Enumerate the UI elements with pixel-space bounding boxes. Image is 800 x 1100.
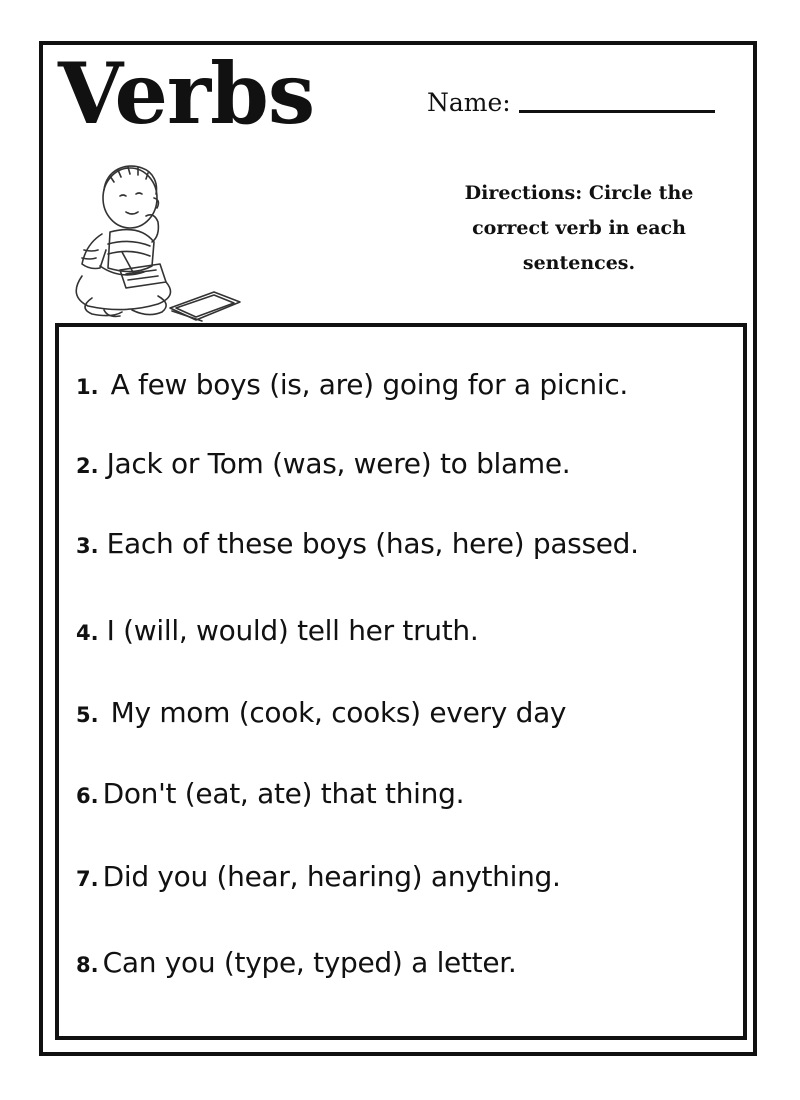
- question-text[interactable]: Can you (type, typed) a letter.: [102, 946, 517, 979]
- directions-line: correct verb in each: [472, 217, 686, 239]
- question-item: [76, 447, 570, 480]
- child-writing-illustration-icon: [62, 158, 262, 326]
- question-text[interactable]: Did you (hear, hearing) anything.: [102, 860, 561, 893]
- question-number: 2.: [76, 454, 99, 478]
- question-text[interactable]: Jack or Tom (was, were) to blame.: [106, 447, 571, 480]
- question-item: [76, 614, 478, 647]
- directions-line: Directions: Circle the: [464, 182, 694, 204]
- question-item: [76, 946, 517, 979]
- question-number: 5.: [76, 703, 99, 727]
- directions-text: [445, 176, 713, 281]
- question-item: [76, 696, 566, 729]
- question-number: 7.: [76, 867, 99, 891]
- name-label: Name:: [427, 88, 511, 117]
- question-item: [76, 860, 561, 893]
- question-number: 6.: [76, 784, 99, 808]
- name-blank-line[interactable]: [519, 110, 715, 113]
- question-number: 4.: [76, 621, 99, 645]
- question-number: 1.: [76, 375, 99, 399]
- question-text[interactable]: My mom (cook, cooks) every day: [110, 696, 567, 729]
- question-text[interactable]: Each of these boys (has, here) passed.: [106, 527, 639, 560]
- question-item: [76, 527, 639, 560]
- question-item: [76, 368, 628, 401]
- question-text[interactable]: A few boys (is, are) going for a picnic.: [110, 368, 629, 401]
- name-field: [427, 88, 715, 117]
- question-text[interactable]: I (will, would) tell her truth.: [106, 614, 479, 647]
- worksheet-title: Verbs: [58, 44, 315, 143]
- question-text[interactable]: Don't (eat, ate) that thing.: [102, 777, 465, 810]
- questions-box: [55, 323, 747, 1040]
- directions-line: sentences.: [522, 252, 636, 274]
- question-number: 3.: [76, 534, 99, 558]
- question-item: [76, 777, 464, 810]
- question-number: 8.: [76, 953, 99, 977]
